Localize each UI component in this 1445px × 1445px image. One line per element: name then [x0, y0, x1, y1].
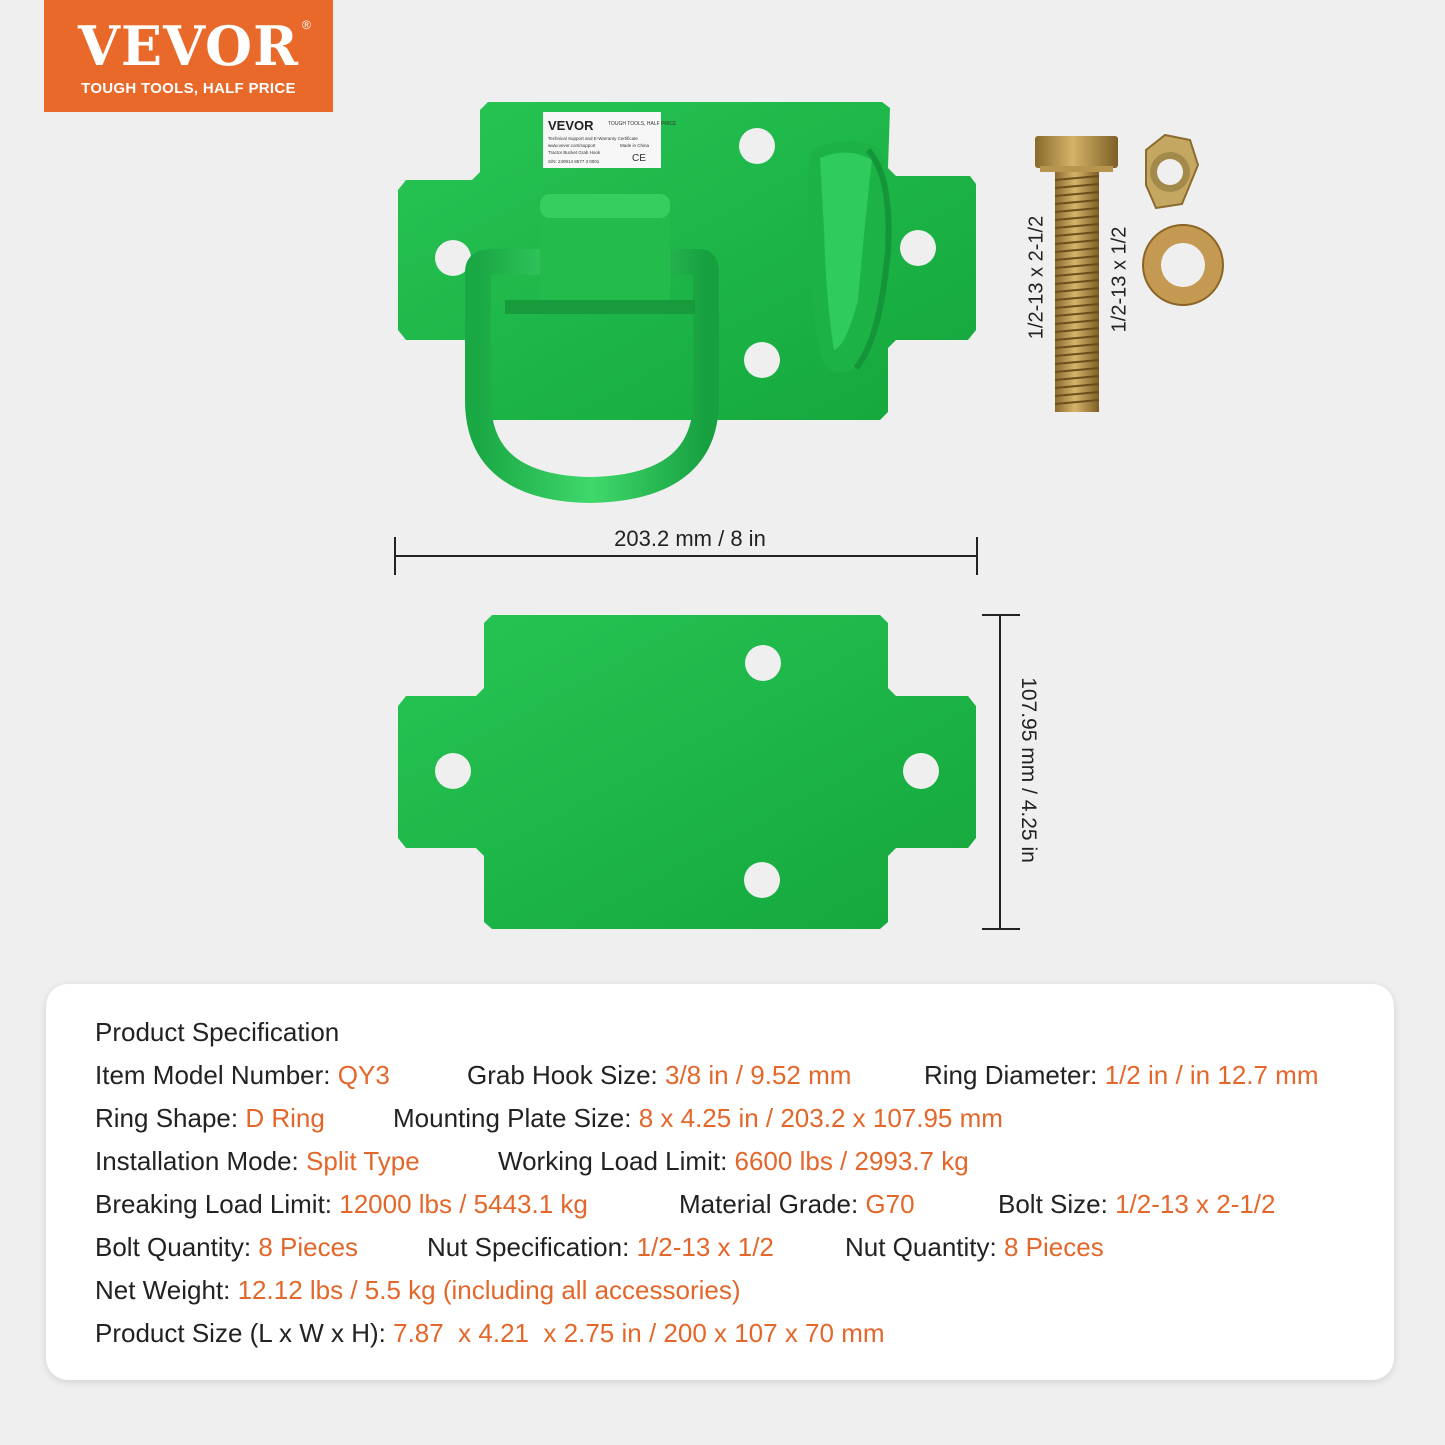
lock-washer: [1143, 225, 1223, 305]
spec-item-grab-hook-size: Grab Hook Size: 3/8 in / 9.52 mm: [467, 1060, 852, 1090]
height-dimension-line: [982, 615, 1020, 929]
ce-mark-icon: CE: [632, 153, 646, 164]
registered-mark: ®: [302, 18, 311, 32]
specification-card: [46, 984, 1394, 1380]
hex-nut: [1146, 135, 1198, 208]
mounting-plate-bottom: [398, 615, 976, 929]
spec-item-bolt-size: Bolt Size: 1/2-13 x 2-1/2: [998, 1189, 1276, 1219]
spec-item-model-number: Item Model Number: QY3: [95, 1060, 390, 1090]
sticker-brand: VEVOR: [548, 118, 594, 133]
sticker-tagline: TOUGH TOOLS, HALF PRICE: [608, 121, 677, 127]
sticker-line3: Made in China: [620, 143, 650, 148]
spec-item-net-weight: Net Weight: 12.12 lbs / 5.5 kg (including all accessories): [95, 1275, 741, 1305]
logo-brand: VEVOR: [78, 14, 299, 78]
bolt-size-label: 1/2-13 x 2-1/2: [1025, 215, 1048, 340]
spec-title: Product Specification: [95, 1017, 340, 1047]
spec-item-ring-diameter: Ring Diameter: 1/2 in / in 12.7 mm: [924, 1060, 1319, 1090]
spec-item-material-grade: Material Grade: G70: [679, 1189, 915, 1219]
sticker-line1: Technical Support and E-Warranty Certificate: [548, 136, 638, 141]
sticker-serial: S/N: 240914 8577 3 0001: [548, 159, 600, 164]
nut-size-label: 1/2-13 x 1/2: [1108, 226, 1131, 333]
sticker-line2: www.vevor.com/support: [548, 143, 596, 148]
spec-item-nut-specification: Nut Specification: 1/2-13 x 1/2: [427, 1232, 774, 1262]
spec-item-installation-mode: Installation Mode: Split Type: [95, 1146, 420, 1176]
spec-item-ring-shape: Ring Shape: D Ring: [95, 1103, 325, 1133]
spec-item-mounting-plate-size: Mounting Plate Size: 8 x 4.25 in / 203.2 x 107.95 mm: [393, 1103, 1003, 1133]
spec-item-nut-quantity: Nut Quantity: 8 Pieces: [845, 1232, 1104, 1262]
sticker-line4: Tractor Bucket Grab Hook: [548, 150, 601, 155]
width-dimension-label: 203.2 mm / 8 in: [614, 526, 766, 551]
height-dimension-label: 107.95 mm / 4.25 in: [1017, 677, 1040, 863]
spec-item-breaking-load-limit: Breaking Load Limit: 12000 lbs / 5443.1 kg: [95, 1189, 588, 1219]
spec-item-product-size: Product Size (L x W x H): 7.87 x 4.21 x 2.75 in / 200 x 107 x 70 mm: [95, 1318, 885, 1348]
logo-tagline: TOUGH TOOLS, HALF PRICE: [81, 80, 296, 97]
spec-item-working-load-limit: Working Load Limit: 6600 lbs / 2993.7 kg: [498, 1146, 969, 1176]
product-label-sticker: [543, 112, 677, 168]
spec-item-bolt-quantity: Bolt Quantity: 8 Pieces: [95, 1232, 359, 1262]
